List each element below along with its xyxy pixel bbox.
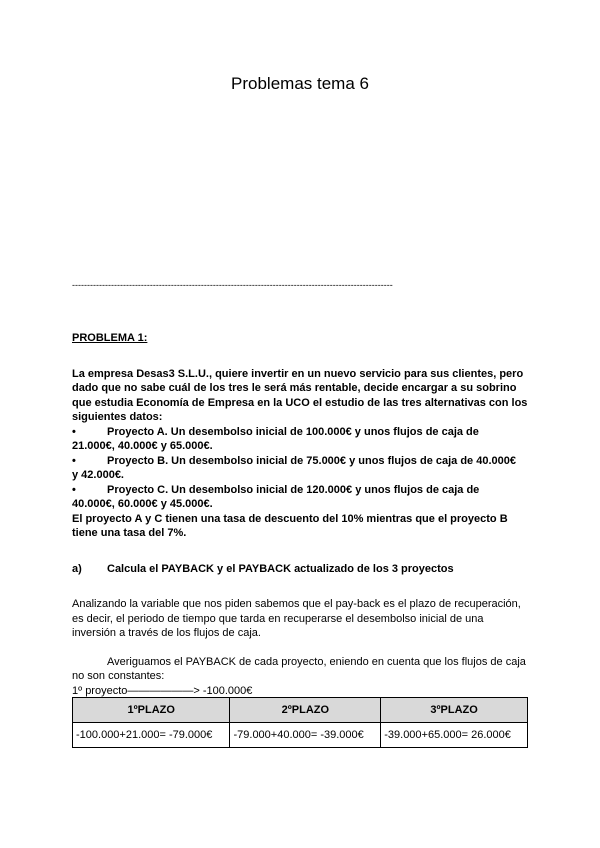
bullet-text: Proyecto A. Un desembolso inicial de 100.000€ y unos flujos de caja de bbox=[107, 425, 479, 438]
payback-table bbox=[72, 697, 528, 748]
table-header: 1ºPLAZO bbox=[73, 698, 230, 723]
table-cell: -39.000+65.000= 26.000€ bbox=[381, 723, 528, 748]
bullet-marker: • bbox=[72, 425, 76, 438]
bullet-continuation: y 42.000€. bbox=[72, 469, 124, 481]
bullet-continuation: 40.000€, 60.000€ y 45.000€. bbox=[72, 498, 213, 510]
table-header-row bbox=[73, 698, 528, 723]
question-a bbox=[72, 562, 530, 577]
question-letter: a) bbox=[72, 562, 82, 575]
table-header: 3ºPLAZO bbox=[381, 698, 528, 723]
bullet-text: Proyecto C. Un desembolso inicial de 120.000€ y unos flujos de caja de bbox=[107, 483, 480, 496]
bullet-text: Proyecto B. Un desembolso inicial de 75.000€ y unos flujos de caja de 40.000€ bbox=[107, 454, 516, 467]
table-cell: -79.000+40.000= -39.000€ bbox=[230, 723, 381, 748]
table-header: 2ºPLAZO bbox=[230, 698, 381, 723]
bullet-marker: • bbox=[72, 454, 76, 467]
bullet-marker: • bbox=[72, 483, 76, 496]
analysis-paragraph: Analizando la variable que nos piden sabemos que el pay-back es el plazo de recuperación, es decir, el periodo de tiempo que tarda en recuperarse el desembolso inicial de una inversión a través de los flujos de caja. bbox=[72, 598, 521, 639]
bullet-continuation: 21.000€, 40.000€ y 65.000€. bbox=[72, 440, 213, 452]
discount-rate-note: El proyecto A y C tienen una tasa de descuento del 10% mientras que el proyecto B tiene una tasa del 7%. bbox=[72, 512, 508, 539]
payback-paragraph: Averiguamos el PAYBACK de cada proyecto, eniendo en cuenta que los flujos de caja no son constantes: bbox=[72, 655, 526, 682]
problem-heading: PROBLEMA 1: bbox=[72, 332, 148, 344]
bullet-project-c bbox=[72, 483, 530, 498]
table-cell: -100.000+21.000= -79.000€ bbox=[73, 723, 230, 748]
question-text: Calcula el PAYBACK y el PAYBACK actualizado de los 3 proyectos bbox=[107, 562, 454, 575]
dashed-divider: ----------------------------------------------------------------------------------------------------------- bbox=[72, 280, 393, 290]
bullet-project-b bbox=[72, 454, 530, 469]
project-1-line: 1º proyecto——————> -100.000€ bbox=[72, 684, 253, 697]
page-title: Problemas tema 6 bbox=[231, 74, 369, 93]
problem-intro: La empresa Desas3 S.L.U., quiere invertir en un nuevo servicio para sus clientes, pero dado que no sabe cuál de los tres le será más rentable, decide encargar a su sobrino que estudia Economía de Empresa en la UCO el estudio de las tres alternativas con los siguientes datos: bbox=[72, 367, 528, 423]
bullet-project-a bbox=[72, 425, 530, 440]
content-body bbox=[72, 331, 530, 698]
table-row bbox=[73, 723, 528, 748]
